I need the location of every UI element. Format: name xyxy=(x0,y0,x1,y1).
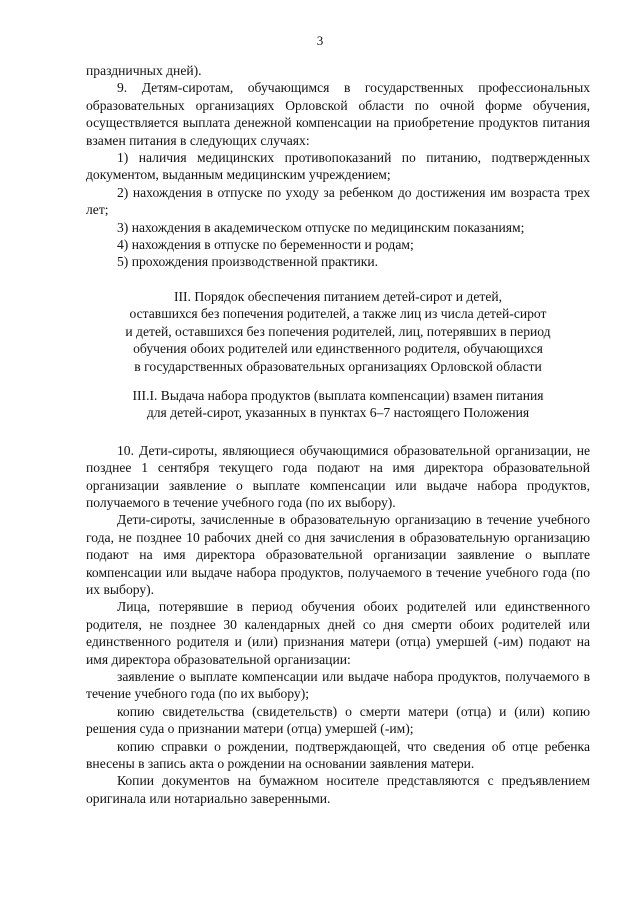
document-item-3: копию справки о рождении, подтверждающей, что сведения об отце ребенка внесены в запись акта о рождении на основании заявления матери. xyxy=(86,738,590,772)
document-item-1: заявление о выплате компенсации или выдаче набора продуктов, получаемого в течение учебного года (по их выбору); xyxy=(86,669,590,702)
case-item-2: 2) нахождения в отпуске по уходу за ребенком до достижения им возраста трех лет; xyxy=(86,184,590,218)
subsection-heading-line: для детей-сирот, указанных в пунктах 6–7 настоящего Положения xyxy=(146,405,530,421)
subsection-heading xyxy=(86,387,590,422)
paragraph-final: Копии документов на бумажном носителе представляются с предъявлением оригинала или нотариально заверенными. xyxy=(86,773,590,806)
section-heading-line: III. Порядок обеспечения питанием детей-сирот и детей, xyxy=(173,288,503,304)
section-heading-line: в государственных образовательных организациях Орловской области xyxy=(134,358,542,374)
subsection-heading-line: III.I. Выдача набора продуктов (выплата компенсации) взамен питания xyxy=(132,387,544,403)
document-item-2: копию свидетельства (свидетельств) о смерти матери (отца) и (или) копию решения суда о признании матери (отца) умершей (-им); xyxy=(86,703,590,737)
paragraph-10-b: Дети-сироты, зачисленные в образовательную организацию в течение учебного года, не позднее 10 рабочих дней со дня зачисления в образовательную организацию подают на имя директора образовательной организации заявление о выплате компенсации или выдаче набора продуктов, получаемого в течение учебного года (по их выбору). xyxy=(86,512,590,597)
paragraph-9: 9. Детям-сиротам, обучающимся в государственных профессиональных образовательных организациях Орловской области по очной форме обучения, осуществляется выплата денежной компенсации на приобретение продуктов питания взамен питания в следующих случаях: xyxy=(86,80,590,148)
section-3-heading xyxy=(86,288,590,375)
case-item-4: 4) нахождения в отпуске по беременности и родам; xyxy=(117,237,414,253)
paragraph-10-c: Лица, потерявшие в период обучения обоих родителей или единственного родителя, не позднее 30 календарных дней со дня смерти обоих родителей или единственного родителя и (или) признания матери (отца) умершей (-им) подают на имя директора образовательной организации: xyxy=(86,599,590,667)
paragraph-tail: праздничных дней). xyxy=(86,63,202,78)
paragraph-10: 10. Дети-сироты, являющиеся обучающимися образовательной организации, не позднее 1 сентября текущего года подают на имя директора образовательной организации заявление о выплате компенсации или выдаче набора продуктов, получаемого в течение учебного года (по их выбору). xyxy=(86,442,590,510)
section-heading-line: оставшихся без попечения родителей, а также лиц из числа детей-сирот xyxy=(129,306,547,322)
section-heading-line: обучения обоих родителей или единственного родителя, обучающихся xyxy=(133,341,543,357)
case-item-1: 1) наличия медицинских противопоказаний по питанию, подтвержденных документом, выданным медицинским учреждением; xyxy=(86,150,590,183)
section-heading-line: и детей, оставшихся без попечения родителей, лиц, потерявших в период xyxy=(125,323,551,339)
case-item-3: 3) нахождения в академическом отпуске по медицинским показаниям; xyxy=(117,219,525,235)
case-item-5: 5) прохождения производственной практики. xyxy=(117,254,379,270)
page-number: 3 xyxy=(316,33,324,48)
document-body xyxy=(86,62,590,807)
